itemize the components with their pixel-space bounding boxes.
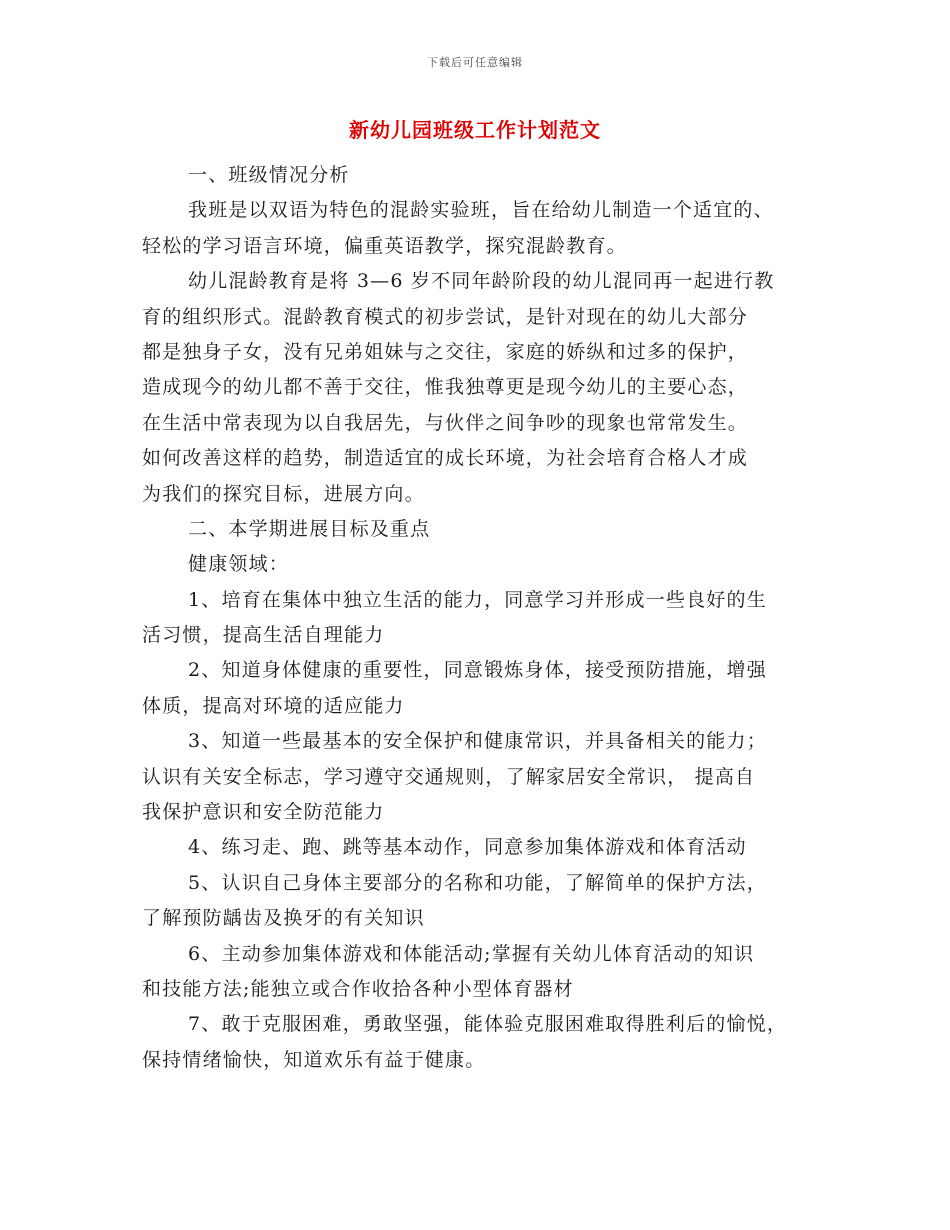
document-body xyxy=(142,158,822,1078)
text-line: 轻松的学习语言环境，偏重英语教学，探究混龄教育。 xyxy=(142,234,627,257)
text-line: 2、知道身体健康的重要性，同意锻炼身体，接受预防措施，增强 xyxy=(188,659,767,682)
text-line: 体质，提高对环境的适应能力 xyxy=(142,694,405,717)
text-line: 如何改善这样的趋势，制造适宜的成长环境，为社会培育合格人才成 xyxy=(142,447,749,470)
document-title: 新幼儿园班级工作计划范文 xyxy=(349,118,601,142)
header-note: 下载后可任意编辑 xyxy=(427,56,523,69)
text-line: 在生活中常表现为以自我居先，与伙伴之间争吵的现象也常常发生。 xyxy=(142,411,749,434)
text-line: 和技能方法;能独立或合作收拾各种小型体育器材 xyxy=(142,977,574,1000)
text-line: 6、主动参加集体游戏和体能活动;掌握有关幼儿体育活动的知识 xyxy=(188,942,755,965)
text-line: 我保护意识和安全防范能力 xyxy=(142,801,385,824)
text-line: 为我们的探究目标，进展方向。 xyxy=(142,482,425,505)
text-line: 一、班级情况分析 xyxy=(188,164,350,186)
text-line: 5、认识自己身体主要部分的名称和功能，了解简单的保护方法， xyxy=(188,871,767,894)
text-line: 保持情绪愉快，知道欢乐有益于健康。 xyxy=(142,1048,486,1071)
text-line: 1、培育在集体中独立生活的能力，同意学习并形成一些良好的生 xyxy=(188,588,767,611)
text-line: 4、练习走、跑、跳等基本动作，同意参加集体游戏和体育活动 xyxy=(188,836,747,859)
text-line: 我班是以双语为特色的混龄实验班，旨在给幼儿制造一个适宜的、 xyxy=(188,199,774,222)
text-line: 7、敢于克服困难，勇敢坚强，能体验克服困难取得胜利后的愉悦， xyxy=(188,1013,788,1036)
text-line: 造成现今的幼儿都不善于交往，惟我独尊更是现今幼儿的主要心态， xyxy=(142,376,749,399)
text-line: 幼儿混龄教育是将 3—6 岁不同年龄阶段的幼儿混同再一起进行教 xyxy=(188,270,775,293)
text-line: 认识有关安全标志，学习遵守交通规则，了解家居安全常识， 提高自 xyxy=(142,765,756,788)
text-line: 健康领域： xyxy=(188,553,290,576)
text-line: 了解预防龋齿及换牙的有关知识 xyxy=(142,907,425,930)
text-line: 都是独身子女，没有兄弟姐妹与之交往，家庭的娇纵和过多的保护， xyxy=(142,340,749,363)
text-line: 二、本学期进展目标及重点 xyxy=(188,517,431,540)
text-line: 活习惯，提高生活自理能力 xyxy=(142,624,385,647)
text-line: 3、知道一些最基本的安全保护和健康常识，并具备相关的能力； xyxy=(188,730,767,753)
text-line: 育的组织形式。混龄教育模式的初步尝试，是针对现在的幼儿大部分 xyxy=(142,305,749,328)
